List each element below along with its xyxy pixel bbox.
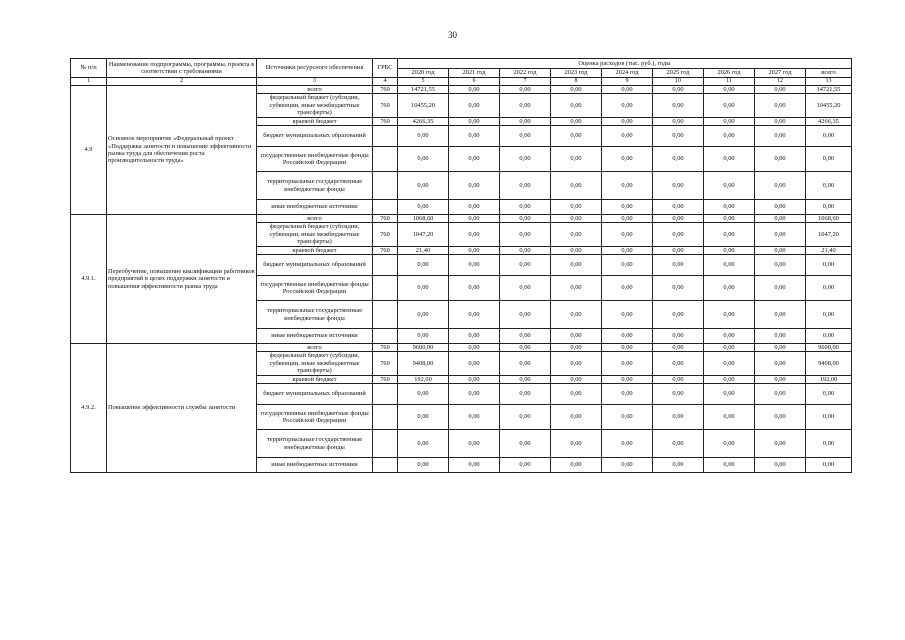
year-value: 0,00 xyxy=(551,276,602,301)
funding-source: всего xyxy=(257,86,373,94)
grbs-code xyxy=(373,126,398,147)
year-value: 0,00 xyxy=(551,329,602,344)
item-name: Повышение эффективности службы занятости xyxy=(107,344,257,473)
funding-source: всего xyxy=(257,215,373,223)
year-value: 0,00 xyxy=(449,344,500,352)
column-number: 9 xyxy=(602,78,653,86)
year-value: 0,00 xyxy=(755,117,806,125)
grbs-code: 760 xyxy=(373,117,398,125)
year-value: 0,00 xyxy=(755,384,806,405)
year-value: 0,00 xyxy=(551,375,602,383)
total-value: 21,40 xyxy=(806,246,852,254)
column-number: 11 xyxy=(704,78,755,86)
year-value: 0,00 xyxy=(500,223,551,246)
page-number: 30 xyxy=(448,30,457,40)
year-value: 0,00 xyxy=(602,329,653,344)
grbs-code xyxy=(373,384,398,405)
total-value: 14721,55 xyxy=(806,86,852,94)
year-value: 10455,20 xyxy=(398,94,449,117)
header-year: 2026 год xyxy=(704,69,755,78)
year-value: 0,00 xyxy=(398,276,449,301)
year-value: 0,00 xyxy=(500,458,551,473)
year-value: 0,00 xyxy=(755,86,806,94)
year-value: 0,00 xyxy=(551,147,602,172)
year-value: 0,00 xyxy=(602,147,653,172)
year-value: 0,00 xyxy=(653,384,704,405)
year-value: 0,00 xyxy=(449,172,500,200)
year-value: 0,00 xyxy=(653,200,704,215)
grbs-code xyxy=(373,200,398,215)
grbs-code: 760 xyxy=(373,352,398,375)
total-value: 0,00 xyxy=(806,458,852,473)
total-value: 0,00 xyxy=(806,430,852,458)
year-value: 0,00 xyxy=(755,352,806,375)
year-value: 1068,60 xyxy=(398,215,449,223)
year-value: 0,00 xyxy=(755,329,806,344)
table-row xyxy=(71,215,852,223)
year-value: 0,00 xyxy=(398,405,449,430)
funding-source: всего xyxy=(257,344,373,352)
funding-source: федеральный бюджет (субсидии, субвенции, иные межбюджетные трансферты) xyxy=(257,94,373,117)
year-value: 0,00 xyxy=(704,384,755,405)
year-value: 0,00 xyxy=(704,458,755,473)
year-value: 0,00 xyxy=(551,117,602,125)
year-value: 0,00 xyxy=(704,117,755,125)
year-value: 0,00 xyxy=(653,405,704,430)
year-value: 0,00 xyxy=(704,86,755,94)
year-value: 0,00 xyxy=(704,215,755,223)
year-value: 9600,00 xyxy=(398,344,449,352)
item-name: Переобучение, повышение квалификации работников предприятий в целях поддержки занятости и повышения эффективности рынка труда xyxy=(107,215,257,344)
year-value: 0,00 xyxy=(602,375,653,383)
total-value: 9408,00 xyxy=(806,352,852,375)
year-value: 0,00 xyxy=(602,94,653,117)
total-value: 0,00 xyxy=(806,405,852,430)
year-value: 0,00 xyxy=(449,147,500,172)
year-value: 0,00 xyxy=(602,223,653,246)
year-value: 0,00 xyxy=(500,246,551,254)
year-value: 0,00 xyxy=(449,117,500,125)
year-value: 0,00 xyxy=(551,430,602,458)
funding-source: территориальные государственные внебюджетные фонды xyxy=(257,301,373,329)
year-value: 0,00 xyxy=(653,458,704,473)
header-total: всего xyxy=(806,69,852,78)
year-value: 0,00 xyxy=(398,301,449,329)
header-year: 2022 год xyxy=(500,69,551,78)
year-value: 0,00 xyxy=(704,246,755,254)
year-value: 0,00 xyxy=(398,126,449,147)
year-value: 0,00 xyxy=(755,147,806,172)
year-value: 0,00 xyxy=(500,329,551,344)
year-value: 0,00 xyxy=(755,344,806,352)
year-value: 0,00 xyxy=(449,301,500,329)
year-value: 0,00 xyxy=(653,172,704,200)
year-value: 0,00 xyxy=(551,458,602,473)
year-value: 0,00 xyxy=(602,276,653,301)
year-value: 0,00 xyxy=(653,430,704,458)
year-value: 0,00 xyxy=(551,126,602,147)
year-value: 0,00 xyxy=(398,384,449,405)
header-year: 2020 год xyxy=(398,69,449,78)
year-value: 0,00 xyxy=(602,301,653,329)
year-value: 0,00 xyxy=(653,329,704,344)
year-value: 0,00 xyxy=(704,147,755,172)
funding-source: бюджет муниципальных образований xyxy=(257,384,373,405)
year-value: 0,00 xyxy=(449,223,500,246)
grbs-code xyxy=(373,329,398,344)
year-value: 0,00 xyxy=(653,344,704,352)
year-value: 0,00 xyxy=(551,94,602,117)
year-value: 0,00 xyxy=(551,384,602,405)
year-value: 0,00 xyxy=(500,430,551,458)
year-value: 0,00 xyxy=(449,352,500,375)
total-value: 0,00 xyxy=(806,329,852,344)
year-value: 0,00 xyxy=(398,458,449,473)
year-value: 0,00 xyxy=(500,384,551,405)
year-value: 0,00 xyxy=(500,147,551,172)
total-value: 0,00 xyxy=(806,301,852,329)
year-value: 0,00 xyxy=(602,352,653,375)
year-value: 0,00 xyxy=(551,352,602,375)
year-value: 0,00 xyxy=(653,223,704,246)
year-value: 0,00 xyxy=(653,301,704,329)
total-value: 0,00 xyxy=(806,384,852,405)
year-value: 0,00 xyxy=(602,126,653,147)
year-value: 1047,20 xyxy=(398,223,449,246)
funding-source: государственные внебюджетные фонды Российской Федерации xyxy=(257,147,373,172)
header-year: 2021 год xyxy=(449,69,500,78)
year-value: 0,00 xyxy=(398,200,449,215)
header-year: 2027 год xyxy=(755,69,806,78)
year-value: 0,00 xyxy=(602,458,653,473)
year-value: 0,00 xyxy=(500,344,551,352)
year-value: 0,00 xyxy=(755,200,806,215)
year-value: 0,00 xyxy=(704,276,755,301)
column-number: 8 xyxy=(551,78,602,86)
header-num: № п/п xyxy=(71,59,107,78)
column-number: 1 xyxy=(71,78,107,86)
year-value: 0,00 xyxy=(398,147,449,172)
funding-source: иные внебюджетные источники xyxy=(257,329,373,344)
header-year: 2024 год xyxy=(602,69,653,78)
grbs-code xyxy=(373,147,398,172)
header-estimate: Оценка расходов (тыс. руб.), годы xyxy=(398,59,852,69)
year-value: 0,00 xyxy=(551,255,602,276)
grbs-code: 760 xyxy=(373,94,398,117)
grbs-code xyxy=(373,255,398,276)
year-value: 0,00 xyxy=(449,215,500,223)
year-value: 0,00 xyxy=(500,215,551,223)
total-value: 10455,20 xyxy=(806,94,852,117)
year-value: 0,00 xyxy=(653,246,704,254)
year-value: 0,00 xyxy=(551,172,602,200)
year-value: 0,00 xyxy=(449,86,500,94)
year-value: 0,00 xyxy=(653,147,704,172)
year-value: 0,00 xyxy=(500,172,551,200)
grbs-code: 760 xyxy=(373,246,398,254)
total-value: 192,00 xyxy=(806,375,852,383)
table-body xyxy=(71,86,852,473)
year-value: 0,00 xyxy=(398,329,449,344)
funding-source: бюджет муниципальных образований xyxy=(257,126,373,147)
funding-source: территориальные государственные внебюджетные фонды xyxy=(257,430,373,458)
funding-source: краевой бюджет xyxy=(257,246,373,254)
header-sources: Источники ресурсного обеспечения xyxy=(257,59,373,78)
funding-source: краевой бюджет xyxy=(257,375,373,383)
year-value: 0,00 xyxy=(755,276,806,301)
year-value: 0,00 xyxy=(755,458,806,473)
year-value: 0,00 xyxy=(449,126,500,147)
table-row xyxy=(71,344,852,352)
total-value: 0,00 xyxy=(806,276,852,301)
year-value: 0,00 xyxy=(755,172,806,200)
year-value: 0,00 xyxy=(449,375,500,383)
year-value: 0,00 xyxy=(449,246,500,254)
column-number: 6 xyxy=(449,78,500,86)
year-value: 0,00 xyxy=(551,301,602,329)
year-value: 0,00 xyxy=(398,430,449,458)
total-value: 0,00 xyxy=(806,172,852,200)
grbs-code: 760 xyxy=(373,344,398,352)
column-number: 5 xyxy=(398,78,449,86)
year-value: 0,00 xyxy=(755,246,806,254)
year-value: 0,00 xyxy=(500,352,551,375)
year-value: 0,00 xyxy=(449,94,500,117)
year-value: 0,00 xyxy=(500,94,551,117)
year-value: 0,00 xyxy=(653,86,704,94)
column-number: 2 xyxy=(107,78,257,86)
funding-source: федеральный бюджет (субсидии, субвенции, иные межбюджетные трансферты) xyxy=(257,352,373,375)
funding-source: иные внебюджетные источники xyxy=(257,200,373,215)
grbs-code xyxy=(373,276,398,301)
year-value: 0,00 xyxy=(755,215,806,223)
year-value: 0,00 xyxy=(449,200,500,215)
year-value: 0,00 xyxy=(653,117,704,125)
year-value: 0,00 xyxy=(704,344,755,352)
grbs-code xyxy=(373,301,398,329)
year-value: 0,00 xyxy=(602,246,653,254)
total-value: 4266,35 xyxy=(806,117,852,125)
year-value: 0,00 xyxy=(500,375,551,383)
funding-source: государственные внебюджетные фонды Российской Федерации xyxy=(257,405,373,430)
table-row xyxy=(71,86,852,94)
year-value: 0,00 xyxy=(704,352,755,375)
year-value: 0,00 xyxy=(551,86,602,94)
column-number: 3 xyxy=(257,78,373,86)
year-value: 0,00 xyxy=(755,430,806,458)
total-value: 0,00 xyxy=(806,255,852,276)
year-value: 0,00 xyxy=(602,255,653,276)
year-value: 0,00 xyxy=(602,344,653,352)
year-value: 0,00 xyxy=(602,430,653,458)
year-value: 0,00 xyxy=(602,86,653,94)
year-value: 0,00 xyxy=(551,215,602,223)
year-value: 0,00 xyxy=(704,126,755,147)
total-value: 0,00 xyxy=(806,147,852,172)
year-value: 0,00 xyxy=(755,223,806,246)
item-name: Основное мероприятие «Федеральный проект «Поддержка занятости и повышение эффективности рынка труда для обеспечения роста производительности труда» xyxy=(107,86,257,215)
year-value: 0,00 xyxy=(449,405,500,430)
total-value: 0,00 xyxy=(806,126,852,147)
item-number: 4.9 xyxy=(71,86,107,215)
column-number: 4 xyxy=(373,78,398,86)
year-value: 0,00 xyxy=(551,344,602,352)
year-value: 0,00 xyxy=(704,329,755,344)
grbs-code xyxy=(373,458,398,473)
total-value: 9600,00 xyxy=(806,344,852,352)
year-value: 0,00 xyxy=(704,200,755,215)
year-value: 0,00 xyxy=(602,117,653,125)
grbs-code: 760 xyxy=(373,375,398,383)
grbs-code xyxy=(373,405,398,430)
column-number: 13 xyxy=(806,78,852,86)
year-value: 0,00 xyxy=(602,384,653,405)
year-value: 0,00 xyxy=(653,276,704,301)
year-value: 0,00 xyxy=(500,276,551,301)
year-value: 0,00 xyxy=(449,255,500,276)
header-year: 2025 год xyxy=(653,69,704,78)
year-value: 4266,35 xyxy=(398,117,449,125)
header-grbs: ГРБС xyxy=(373,59,398,78)
column-number: 7 xyxy=(500,78,551,86)
year-value: 0,00 xyxy=(500,405,551,430)
year-value: 0,00 xyxy=(500,255,551,276)
year-value: 0,00 xyxy=(449,329,500,344)
year-value: 0,00 xyxy=(704,430,755,458)
funding-source: территориальные государственные внебюджетные фонды xyxy=(257,172,373,200)
year-value: 0,00 xyxy=(551,405,602,430)
year-value: 0,00 xyxy=(653,94,704,117)
year-value: 0,00 xyxy=(500,117,551,125)
grbs-code: 760 xyxy=(373,223,398,246)
grbs-code xyxy=(373,172,398,200)
year-value: 0,00 xyxy=(551,223,602,246)
year-value: 0,00 xyxy=(551,200,602,215)
total-value: 1047,20 xyxy=(806,223,852,246)
year-value: 0,00 xyxy=(551,246,602,254)
year-value: 0,00 xyxy=(704,301,755,329)
year-value: 0,00 xyxy=(449,384,500,405)
grbs-code: 760 xyxy=(373,86,398,94)
year-value: 0,00 xyxy=(449,458,500,473)
year-value: 0,00 xyxy=(704,405,755,430)
year-value: 0,00 xyxy=(755,405,806,430)
year-value: 0,00 xyxy=(755,301,806,329)
year-value: 0,00 xyxy=(704,375,755,383)
year-value: 0,00 xyxy=(398,172,449,200)
year-value: 0,00 xyxy=(755,126,806,147)
funding-source: федеральный бюджет (субсидии, субвенции, иные межбюджетные трансферты) xyxy=(257,223,373,246)
year-value: 0,00 xyxy=(704,255,755,276)
year-value: 9408,00 xyxy=(398,352,449,375)
year-value: 0,00 xyxy=(500,86,551,94)
funding-source: бюджет муниципальных образований xyxy=(257,255,373,276)
total-value: 0,00 xyxy=(806,200,852,215)
year-value: 0,00 xyxy=(653,255,704,276)
year-value: 0,00 xyxy=(653,375,704,383)
column-number: 10 xyxy=(653,78,704,86)
year-value: 0,00 xyxy=(500,301,551,329)
funding-source: краевой бюджет xyxy=(257,117,373,125)
year-value: 192,00 xyxy=(398,375,449,383)
year-value: 0,00 xyxy=(755,255,806,276)
year-value: 0,00 xyxy=(704,94,755,117)
year-value: 0,00 xyxy=(602,172,653,200)
budget-table xyxy=(70,58,852,473)
funding-source: государственные внебюджетные фонды Российской Федерации xyxy=(257,276,373,301)
grbs-code: 760 xyxy=(373,215,398,223)
header-name: Наименование подпрограммы, программы, проекта в соответствии с требованиями xyxy=(107,59,257,78)
year-value: 21,40 xyxy=(398,246,449,254)
item-number: 4.9.1. xyxy=(71,215,107,344)
year-value: 0,00 xyxy=(653,126,704,147)
year-value: 0,00 xyxy=(755,375,806,383)
item-number: 4.9.2. xyxy=(71,344,107,473)
year-value: 0,00 xyxy=(500,126,551,147)
year-value: 0,00 xyxy=(704,223,755,246)
year-value: 0,00 xyxy=(653,352,704,375)
funding-source: иные внебюджетные источники xyxy=(257,458,373,473)
total-value: 1068,60 xyxy=(806,215,852,223)
header-year: 2023 год xyxy=(551,69,602,78)
year-value: 0,00 xyxy=(602,215,653,223)
year-value: 0,00 xyxy=(449,276,500,301)
year-value: 14721,55 xyxy=(398,86,449,94)
year-value: 0,00 xyxy=(704,172,755,200)
year-value: 0,00 xyxy=(602,200,653,215)
year-value: 0,00 xyxy=(398,255,449,276)
year-value: 0,00 xyxy=(755,94,806,117)
column-number: 12 xyxy=(755,78,806,86)
year-value: 0,00 xyxy=(500,200,551,215)
year-value: 0,00 xyxy=(602,405,653,430)
year-value: 0,00 xyxy=(653,215,704,223)
year-value: 0,00 xyxy=(449,430,500,458)
grbs-code xyxy=(373,430,398,458)
